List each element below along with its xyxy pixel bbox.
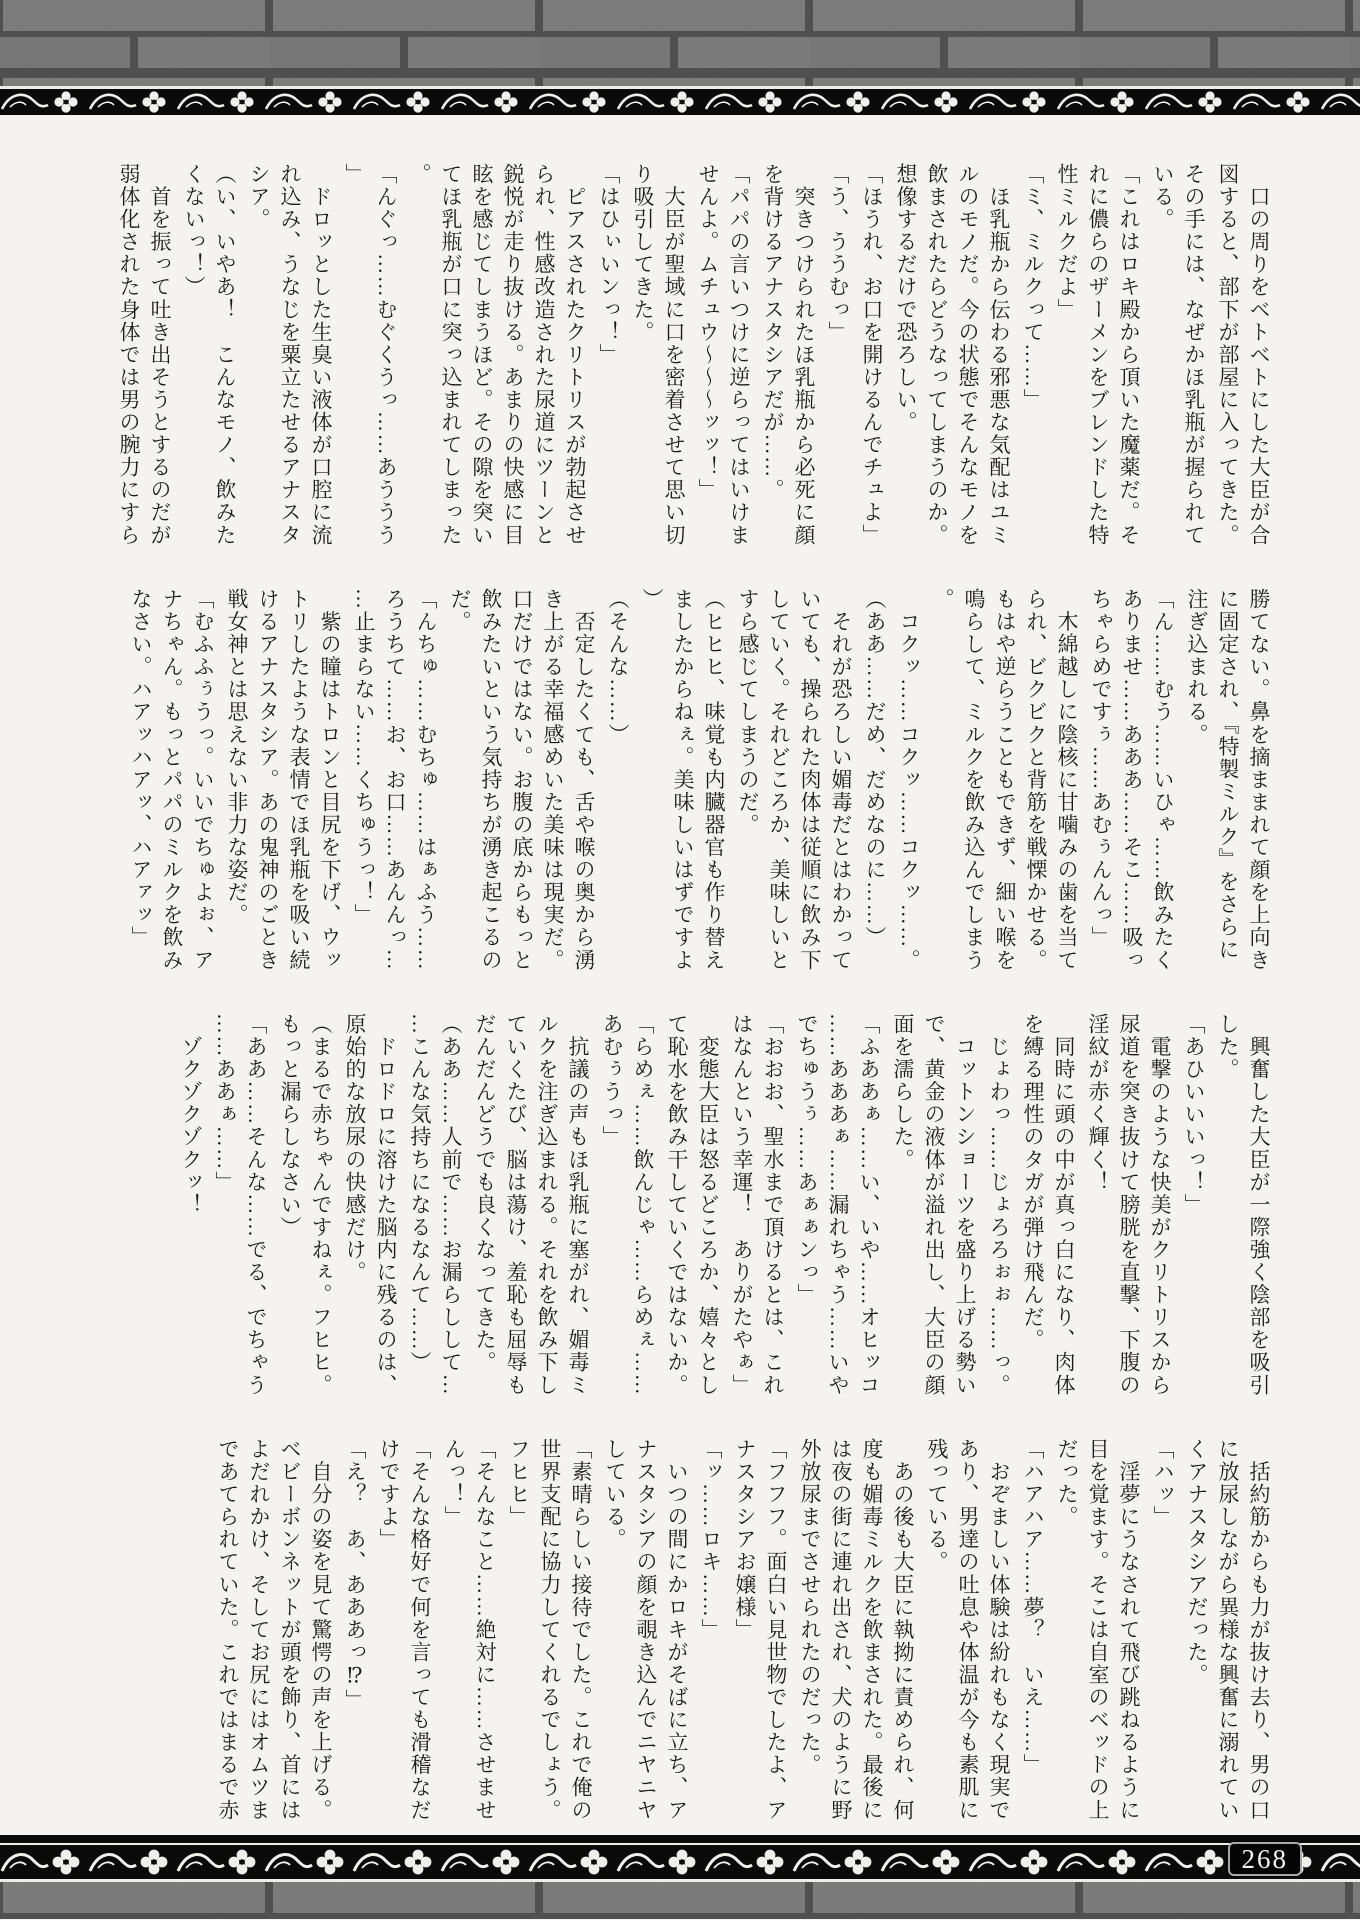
text-band-2 (70, 588, 1274, 973)
paragraph: いつの間にかロキがそばに立ち、アナスタシアの顔を覗き込んでニヤニヤしている。 (603, 1438, 689, 1822)
paragraph: ドロッとした生臭い液体が口腔に流れ込み、うなじを粟立たせるアナスタシア。 (247, 163, 333, 547)
paragraph: （ああ……だめ、だめなのに……） (863, 588, 887, 949)
paragraph: 「ほうれ、お口を開けるんでチュよ」 (860, 163, 884, 547)
paragraph: 大臣が聖域に口を密着させて思い切り吸引してきた。 (631, 163, 686, 547)
paragraph: 括約筋からも力が抜け去り、男の口に放尿しながら異様な興奮に溺れていくアナスタシアだった。 (1185, 1438, 1271, 1822)
paragraph: 口の周りをベトベトにした大臣が合図すると、部下が部屋に入ってきた。 (1216, 163, 1271, 547)
text-band-1 (70, 163, 1274, 548)
paragraph: ドロドロに溶けた脳内に残るのは、原始的な放尿の快感だけ。 (343, 1013, 398, 1397)
paragraph: 「ん……むう……いひゃ……飲みたくありませ……あああ……そこ……吸っちゃらめですぅ……あむぅんんっ」 (1089, 588, 1175, 972)
paragraph: 否定したくても、舌や喉の奥から湧き上がる幸福感めいた美味は現実だ。口だけではない。お腹の底からもっと飲みたいという気持ちが湧き起こるのだ。 (448, 588, 596, 972)
paragraph: 勝てない。鼻を摘ままれて顔を上向きに固定され、『特製ミルク』をさらに注ぎ込まれる。 (1185, 588, 1271, 972)
paragraph: 突きつけられたほ乳瓶から必死に顔を背けるアナスタシアだが……。 (761, 163, 816, 547)
floral-border-top (0, 89, 1360, 115)
paragraph: （ああ……人前で……お漏らしして……こんな気持ちになるなんて……） (408, 1013, 463, 1397)
paragraph: 「え？ あ、あああっ⁉」 (343, 1438, 367, 1712)
paragraph: 「そんな格好で何を言っても滑稽なだけですよ」 (377, 1438, 432, 1822)
paragraph: （ヒヒヒ、味覚も内臓器官も作り替えましたからねぇ。美味しいはずですよ） (640, 588, 726, 972)
paragraph: あの後も大臣に執拗に責められ、何度も媚毒ミルクを飲まされた。最後には夜の街に連れ出され、犬のように野外放尿までさせられたのだった。 (798, 1438, 915, 1822)
paragraph: 抗議の声もほ乳瓶に塞がれ、媚毒ミルクを注ぎ込まれる。それを飲み下していくたび、脳は蕩け、羞恥も屈辱もだんだんどうでも良くなってきた。 (473, 1013, 590, 1397)
paragraph: じょわっ……じょろろぉぉ……っ。 (987, 1013, 1011, 1397)
paragraph: 「らめぇ……飲んじゃ……らめぇ……あむぅうっ」 (600, 1013, 655, 1397)
paragraph: （そんな……） (606, 588, 630, 746)
text-band-4 (70, 1438, 1274, 1823)
paragraph: 淫夢にうなされて飛び跳ねるように目を覚ます。そこは自室のベッドの上だった。 (1055, 1438, 1141, 1822)
paragraph: （い、いやあ！ こんなモノ、飲みたくないっ！） (182, 163, 237, 547)
paragraph: 「ああ……そんな……でる、でちゃう……ああぁ……」 (213, 1013, 268, 1397)
black-gap-bottom (0, 1835, 1360, 1843)
paragraph: コクッ……コクッ……コクッ……。 (897, 588, 921, 972)
paragraph: 「ハッ」 (1151, 1438, 1175, 1529)
paragraph: 興奮した大臣が一際強く陰部を吸引した。 (1216, 1013, 1271, 1397)
paragraph: 「これはロキ殿から頂いた魔薬だ。それに儂らのザーメンをブレンドした特性ミルクだよ」 (1055, 163, 1141, 547)
paragraph: ほ乳瓶から伝わる邪悪な気配はユミルのモノだ。今の状態でそんなモノを飲まされたらどうなってしまうのか。想像するだけで恐ろしい。 (894, 163, 1011, 547)
paragraph: 電撃のような快美がクリトリスから尿道を突き抜けて膀胱を直撃、下腹の淫紋が赤く輝く！ (1086, 1013, 1172, 1397)
paragraph: コットンショーツを盛り上げる勢いで、黄金の液体が溢れ出し、大臣の顔面を濡らした。 (891, 1013, 977, 1397)
paragraph: ゾクゾクゾクッ！ (179, 1013, 203, 1216)
paragraph: 「あひいいいっ！」 (1182, 1013, 1206, 1216)
paragraph: 「ッ……ロキ……」 (699, 1438, 723, 1641)
paragraph: 木綿越しに陰核に甘噛みの歯を当てられ、ビクビクと背筋を戦慄かせる。もはや逆らうこともできず、細い喉を鳴らして、ミルクを飲み込んでしまう。 (931, 588, 1079, 972)
paragraph: （まるで赤ちゃんですねぇ。フヒヒ。もっと漏らしなさい） (278, 1013, 333, 1397)
paragraph: 「んちゅ……むちゅ……はぁふう……ろうちて……お、お口……あんんっ……止まらない……くちゅうっ！」 (352, 588, 438, 972)
paragraph: 「ふああぁ……い、いや……オヒッコ……あああぁ……漏れちゃう……いやでちゅうぅ……あぁぁンっ」 (795, 1013, 881, 1397)
paragraph: 「そんなこと……絶対に……させませんっ！」 (442, 1438, 497, 1822)
novel-page-body (0, 115, 1360, 1835)
paragraph: 「フフフ。面白い見世物でしたよ、アナスタシアお嬢様」 (733, 1438, 788, 1822)
paragraph: 「んぐっ……むぐくうっ……あううう」 (343, 163, 398, 547)
brick-texture-top (0, 0, 1360, 86)
paragraph: 「う、ううむっ」 (826, 163, 850, 344)
paragraph: おぞましい体験は紛れもなく現実であり、男達の吐息や体温が今も素肌に残っている。 (925, 1438, 1011, 1822)
paragraph: 紫の瞳はトロンと目尻を下げ、ウットリしたような表情でほ乳瓶を吸い続けるアナスタシア。あの鬼神のごとき戦女神とは思えない非力な姿だ。 (225, 588, 342, 972)
paragraph: 首を振って吐き出そうとするのだが弱体化された身体では男の腕力にすら (117, 163, 172, 547)
paragraph: それが恐ろしい媚毒だとはわかっていても、操られた肉体は従順に飲み下していく。それどころか、美味しいとすら感じてしまうのだ。 (736, 588, 853, 972)
paragraph: 「ハアハア……夢？ いえ……」 (1021, 1438, 1045, 1777)
floral-border-bottom (0, 1845, 1360, 1879)
paragraph: 自分の姿を見て驚愕の声を上げる。ベビーボンネットが頭を飾り、首にはよだれかけ、そしてお尻にはオムツまであてられていた。これではまるで赤 (216, 1438, 333, 1822)
paragraph: 変態大臣は怒るどころか、嬉々として恥水を飲み干していくではないか。 (665, 1013, 720, 1397)
paragraph: 「パパの言いつけに逆らってはいけませんよ。ムチュウ〜〜〜ッッ！」 (696, 163, 751, 547)
paragraph: 「はひぃいンっ！」 (597, 163, 621, 366)
paragraph: 「ミ、ミルクって……」 (1021, 163, 1045, 412)
text-band-3 (70, 1013, 1274, 1398)
paragraph: 同時に頭の中が真っ白になり、肉体を縛る理性のタガが弾け飛んだ。 (1021, 1013, 1076, 1397)
page-number: 268 (1228, 1842, 1303, 1876)
page-bottom-chrome (0, 1835, 1360, 1919)
paragraph: その手には、なぜかほ乳瓶が握られている。 (1151, 163, 1206, 547)
brick-texture-bottom (0, 1882, 1360, 1919)
paragraph: ピアスされたクリトリスが勃起させられ、性感改造された尿道にツーンと鋭悦が走り抜ける。あまりの快感に目眩を感じてしまうほど。その隙を突いてほ乳瓶が口に突っ込まれてしまった。 (408, 163, 587, 547)
paragraph: 「素晴らしい接待でした。これで俺の世界支配に協力してくれるでしょう。フヒヒ」 (507, 1438, 593, 1822)
page-top-chrome (0, 0, 1360, 115)
paragraph: 「むふふぅうっ。いいでちゅよぉ、アナちゃん。もっとパパのミルクを飲みなさい。ハアッハアッ、ハアァッ」 (129, 588, 215, 972)
paragraph: 「おおお、聖水まで頂けるとは、これはなんという幸運！ ありがたやぁ」 (730, 1013, 785, 1397)
